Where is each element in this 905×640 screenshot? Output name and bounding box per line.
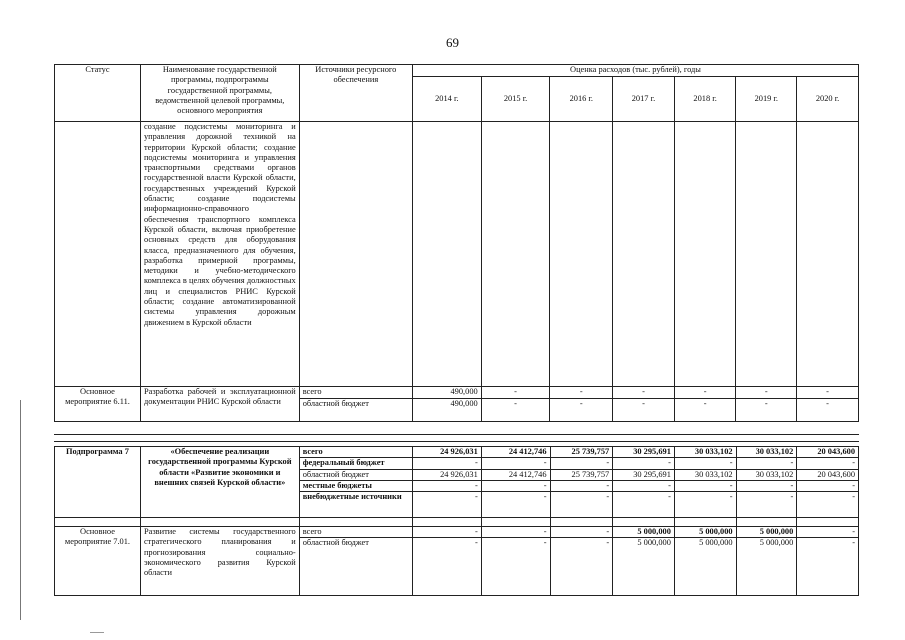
header-row (55, 65, 859, 77)
header-year: 2016 г. (550, 77, 613, 122)
value-cell: - (481, 527, 550, 538)
measure-6-11-name: Разработка рабочей и эксплуатационной документации РНИС Курской области (140, 387, 299, 422)
value-cell: - (550, 387, 613, 399)
value-cell: - (613, 399, 675, 422)
value-cell: - (412, 458, 481, 469)
value-cell: - (797, 492, 859, 518)
value-cell: - (674, 387, 736, 399)
value-cell: - (736, 399, 797, 422)
value-cell: - (613, 492, 675, 518)
value-cell: 25 739,757 (550, 447, 613, 458)
header-year: 2019 г. (736, 77, 797, 122)
value-cell: 30 295,691 (613, 447, 675, 458)
expenditure-table-bottom (54, 446, 859, 596)
continuation-status (55, 122, 141, 387)
value-cell: - (550, 527, 613, 538)
source-label: областной бюджет (299, 538, 412, 596)
value-cell: 30 033,102 (736, 447, 797, 458)
value-cell: - (736, 387, 797, 399)
value-cell: 5 000,000 (674, 527, 736, 538)
measure-7-01-status: Основное мероприятие 7.01. (55, 527, 141, 596)
value-cell: - (481, 458, 550, 469)
header-year: 2017 г. (613, 77, 675, 122)
value-cell: - (481, 387, 550, 399)
source-label: областной бюджет (299, 399, 412, 422)
value-cell: - (550, 538, 613, 596)
value-cell: - (797, 387, 859, 399)
scan-edge-line (20, 400, 21, 620)
value-cell: 5 000,000 (736, 527, 797, 538)
value-cell: 20 043,600 (797, 447, 859, 458)
value-cell: 24 412,746 (481, 447, 550, 458)
table-row (55, 447, 859, 458)
value-cell: 5 000,000 (613, 527, 675, 538)
value-cell: 5 000,000 (613, 538, 675, 596)
source-label: всего (299, 387, 412, 399)
value-cell: - (797, 527, 859, 538)
value-cell: - (412, 492, 481, 518)
table-row (55, 387, 859, 399)
value-cell: - (613, 480, 675, 491)
value-cell: - (674, 492, 736, 518)
source-label: федеральный бюджет (299, 458, 412, 469)
value-cell: - (481, 492, 550, 518)
value-cell: - (613, 458, 675, 469)
header-estimate: Оценка расходов (тыс. рублей), годы (412, 65, 858, 77)
value-cell: - (797, 458, 859, 469)
value-cell: - (674, 458, 736, 469)
value-cell: 30 295,691 (613, 469, 675, 480)
value-cell: - (412, 527, 481, 538)
value-cell: 24 926,031 (412, 447, 481, 458)
expenditure-table-top (54, 64, 859, 422)
subprogram-7-status: Подпрограмма 7 (55, 447, 141, 518)
value-cell: 30 033,102 (674, 447, 736, 458)
table-row (55, 527, 859, 538)
header-year: 2018 г. (674, 77, 736, 122)
table-divider (54, 441, 859, 442)
table-divider (54, 434, 859, 435)
value-cell: 20 043,600 (797, 469, 859, 480)
value-cell: - (412, 538, 481, 596)
value-cell: 5 000,000 (736, 538, 797, 596)
continuation-text: создание подсистемы мониторинга и управления дорожной техникой на территории Курской области; создание подсистемы мониторинга и управления транспортными средствами органов государственной власти Курской области, государственных учреждений Курской области; создание подсистемы информационно-справочного обеспечения транспортного комплекса Курской области, включая приобретение основных средств для оборудования класса, предназначенного для обучения, разработка примерной программы, методики и учебно-методического комплекса в целях обучения должностных лиц и специалистов РНИС Курской области; создание автоматизированной системы управления дорожным движением в Курской области (140, 122, 299, 387)
header-status: Статус (55, 65, 141, 122)
value-cell: - (481, 480, 550, 491)
source-label: областной бюджет (299, 469, 412, 480)
source-label: внебюджетные источники (299, 492, 412, 518)
value-cell: 30 033,102 (674, 469, 736, 480)
value-cell: - (613, 387, 675, 399)
value-cell: - (481, 399, 550, 422)
value-cell: - (736, 492, 797, 518)
header-year: 2015 г. (481, 77, 550, 122)
header-year: 2020 г. (797, 77, 859, 122)
value-cell: - (550, 492, 613, 518)
continuation-row (55, 122, 859, 387)
value-cell: - (481, 538, 550, 596)
value-cell: 25 739,757 (550, 469, 613, 480)
value-cell: - (550, 480, 613, 491)
source-label: всего (299, 447, 412, 458)
value-cell: 24 412,746 (481, 469, 550, 480)
value-cell: - (550, 458, 613, 469)
value-cell: - (412, 480, 481, 491)
header-name: Наименование государственной программы, подпрограммы государственной программы, ведомственной целевой программы, основного мероприятия (140, 65, 299, 122)
value-cell: - (674, 480, 736, 491)
value-cell: - (797, 538, 859, 596)
value-cell: 30 033,102 (736, 469, 797, 480)
subprogram-7-name: «Обеспечение реализации государственной программы Курской области «Развитие экономики и внешних связей Курской области» (140, 447, 299, 518)
value-cell: - (674, 399, 736, 422)
spacer-row (55, 518, 859, 527)
value-cell: 490,000 (412, 399, 481, 422)
value-cell: - (797, 399, 859, 422)
value-cell: - (797, 480, 859, 491)
source-label: местные бюджеты (299, 480, 412, 491)
value-cell: 5 000,000 (674, 538, 736, 596)
header-year: 2014 г. (412, 77, 481, 122)
measure-7-01-name: Развитие системы государственного стратегического планирования и прогнозирования социально-экономического развития Курской области (140, 527, 299, 596)
value-cell: - (736, 480, 797, 491)
page-number: 69 (446, 35, 459, 50)
header-sources: Источники ресурсного обеспечения (299, 65, 412, 122)
measure-6-11-status: Основное мероприятие 6.11. (55, 387, 141, 422)
scan-mark (90, 632, 104, 633)
source-label: всего (299, 527, 412, 538)
value-cell: 24 926,031 (412, 469, 481, 480)
value-cell: - (550, 399, 613, 422)
continuation-source (299, 122, 412, 387)
value-cell: - (736, 458, 797, 469)
value-cell: 490,000 (412, 387, 481, 399)
